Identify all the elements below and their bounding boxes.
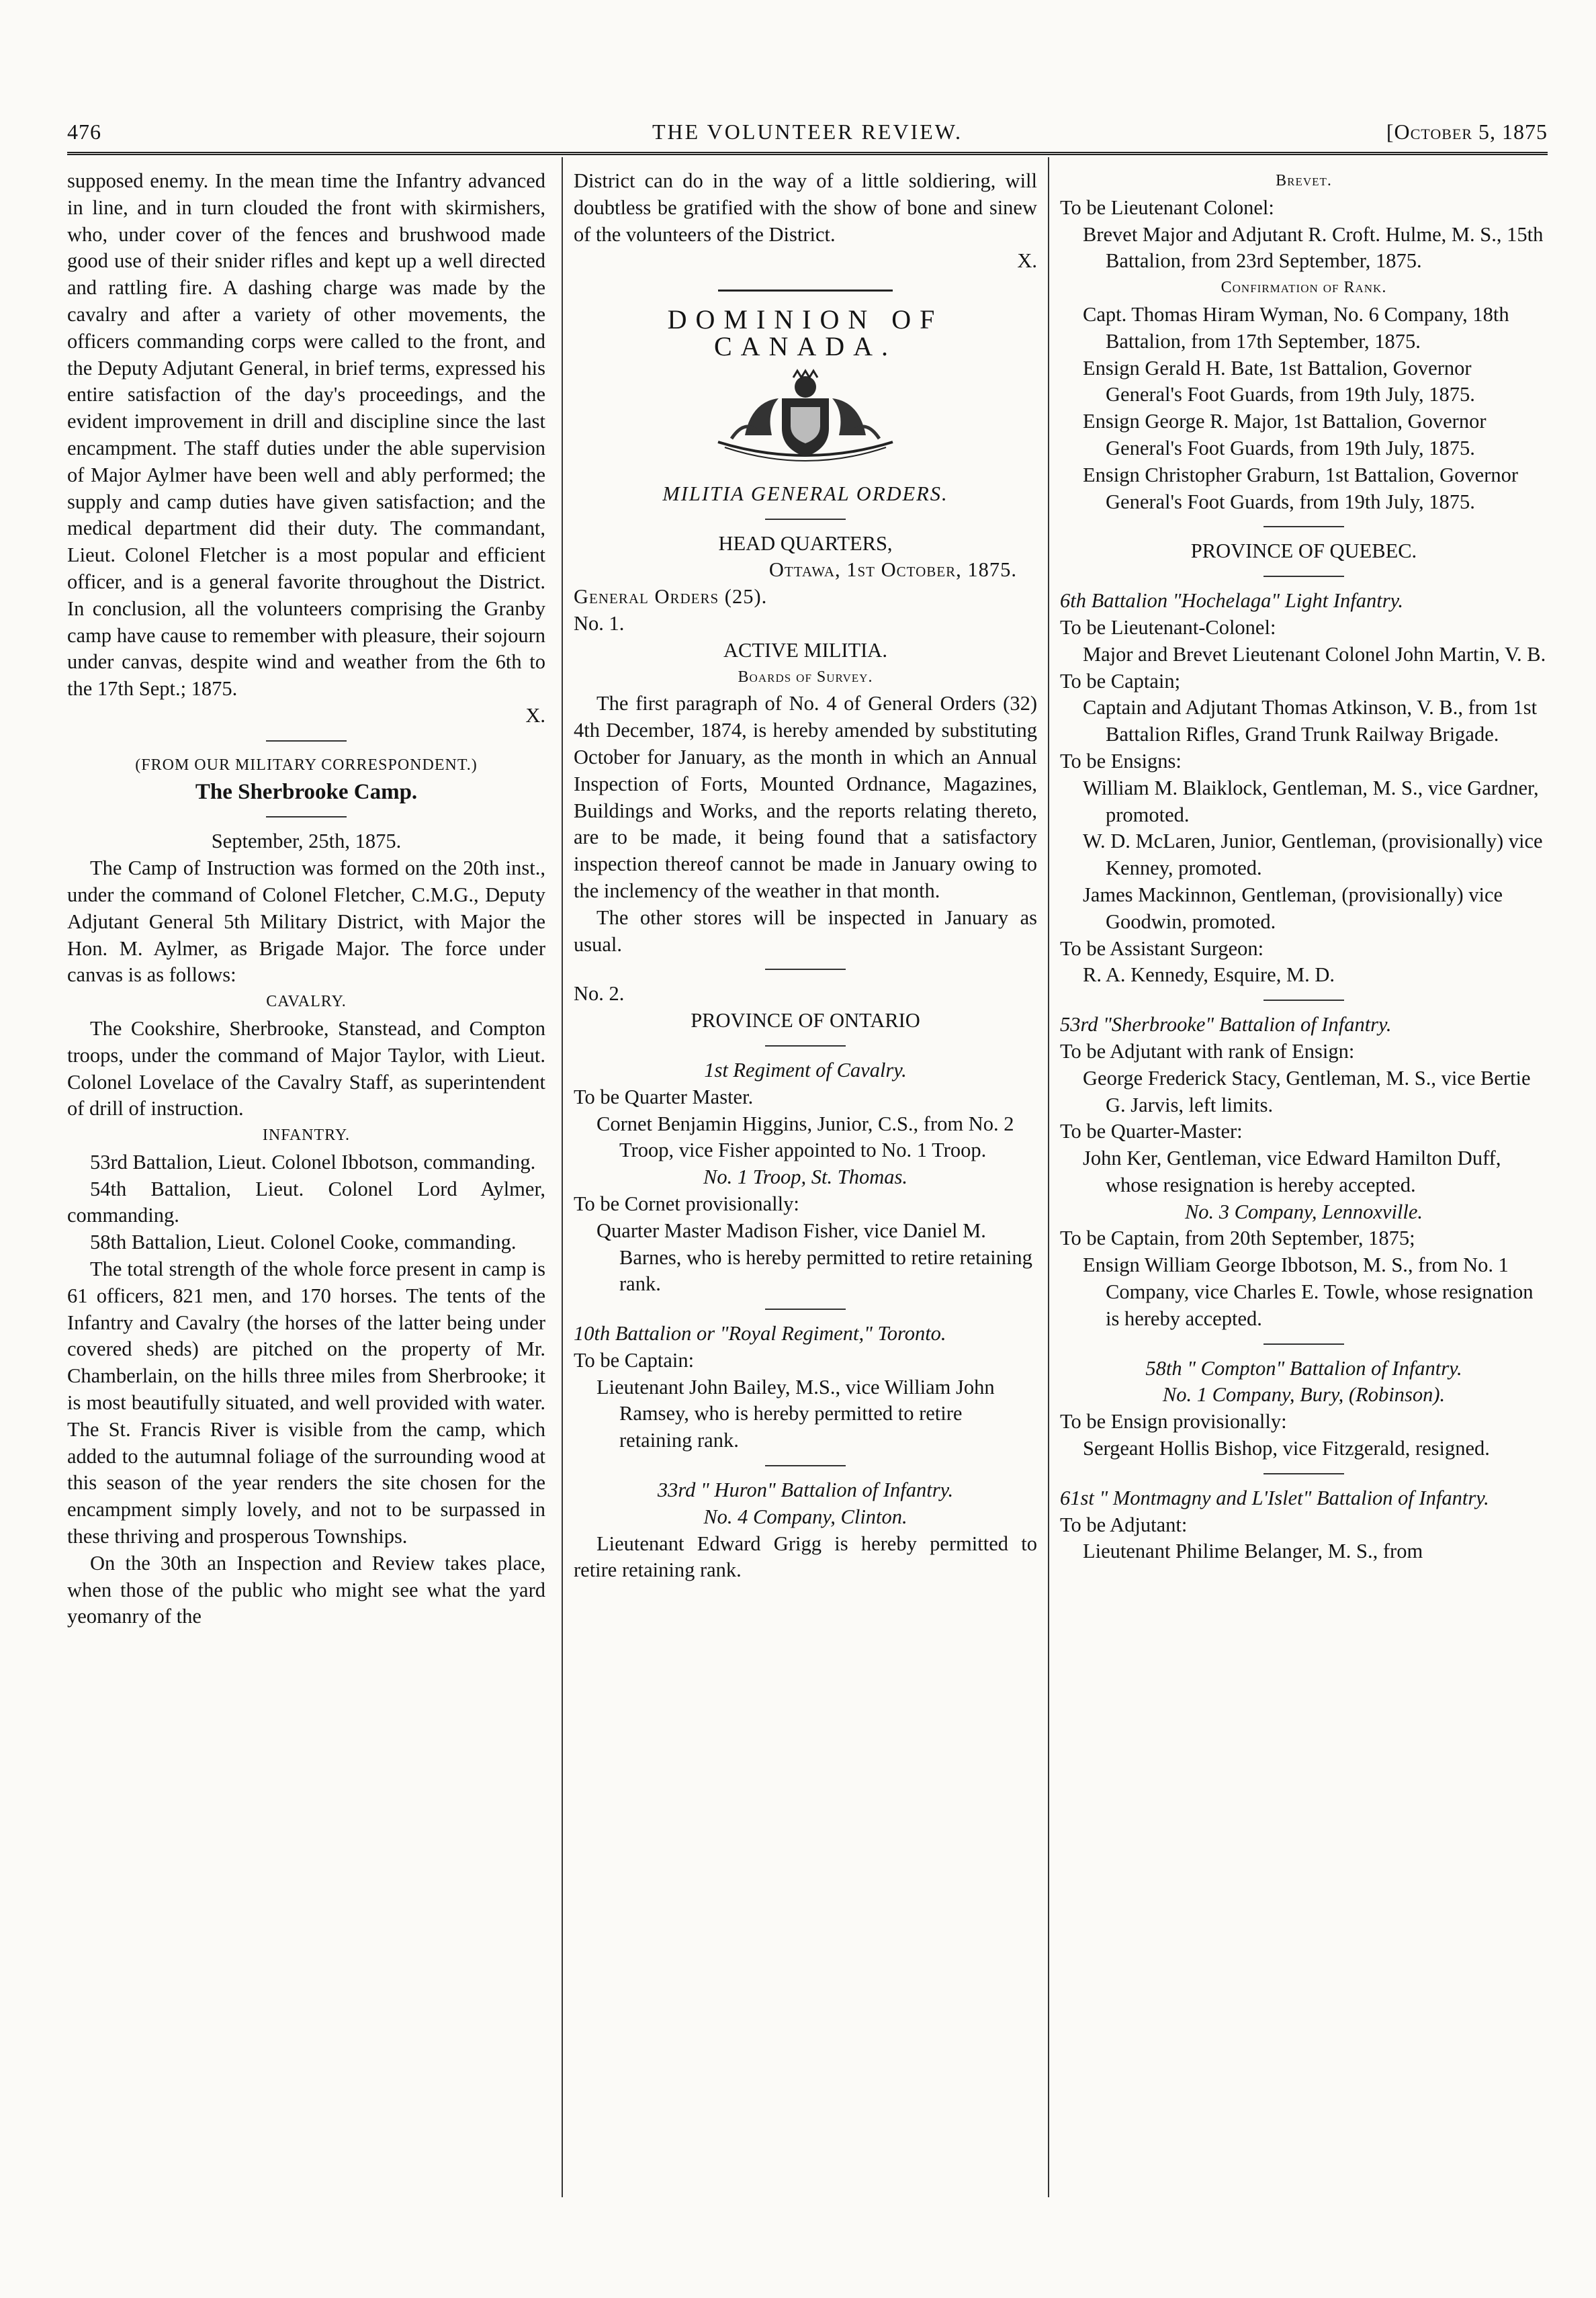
order-line: To be Lieutenant Colonel: [1060,195,1274,219]
order-line: To be Adjutant with rank of Ensign: [1060,1039,1355,1063]
order-number: No. 1. [574,611,625,635]
separator [1264,1343,1344,1345]
subheading: 1st Regiment of Cavalry. [704,1058,907,1081]
article-title: The Sherbrooke Camp. [195,779,418,804]
paragraph: The Camp of Instruction was formed on the 20th inst., under the command of Colonel Fletcher, C.M.G., Deputy Adjutant General 5th Military District, with Major the Hon. M. Aylmer, as Brigade Major. The force under canvas is as follows: [67,856,545,987]
order-line: To be Adjutant: [1060,1513,1188,1536]
order-entry: Ensign George R. Major, 1st Battalion, Governor General's Foot Guards, from 19th July, 1875. [1083,410,1487,459]
separator [1264,526,1344,527]
subheading: 6th Battalion "Hochelaga" Light Infantry. [1060,589,1404,613]
paragraph: 54th Battalion, Lieut. Colonel Lord Aylmer, commanding. [67,1177,545,1227]
order-entry: Sergeant Hollis Bishop, vice Fitzgerald, resigned. [1083,1437,1490,1460]
heading: PROVINCE OF ONTARIO [691,1009,920,1032]
paragraph: The Cookshire, Sherbrooke, Stanstead, and Compton troops, under the command of Major Taylor, with Lieut. Colonel Lovelace of the Cavalry Staff, as superintendent of drill of instruction. [67,1016,545,1120]
column-2 [574,168,1037,1584]
dateline: September, 25th, 1875. [211,830,402,853]
masthead [67,120,1548,150]
order-entry: Ensign Christopher Graburn, 1st Battalion, Governor General's Foot Guards, from 19th July, 1875. [1083,463,1519,513]
order-line: To be Lieutenant-Colonel: [1060,615,1276,639]
section-heading: INFANTRY. [262,1126,351,1145]
separator [765,519,846,520]
paragraph: The other stores will be inspected in January as usual. [574,905,1037,956]
column-rule-1 [562,157,563,2197]
order-line: To be Captain, from 20th September, 1875; [1060,1227,1415,1250]
subheading: 61st " Montmagny and L'Islet" Battalion of Infantry. [1060,1486,1489,1509]
correspondent-line: (FROM OUR MILITARY CORRESPONDENT.) [135,756,478,774]
order-number: No. 2. [574,982,625,1006]
column-rule-2 [1048,157,1049,2197]
separator [266,816,347,817]
order-entry: James Mackinnon, Gentleman, (provisionally) vice Goodwin, promoted. [1083,883,1503,933]
section-title: MILITIA GENERAL ORDERS. [662,482,948,505]
separator [1264,1473,1344,1474]
order-entry: John Ker, Gentleman, vice Edward Hamilton Duff, whose resignation is hereby accepted. [1083,1147,1501,1196]
paragraph: 58th Battalion, Lieut. Colonel Cooke, commanding. [90,1231,517,1254]
order-line: To be Captain; [1060,669,1181,693]
separator [1264,1000,1344,1001]
order-entry: Captain and Adjutant Thomas Atkinson, V. B., from 1st Battalion Rifles, Grand Trunk Railway Brigade. [1083,696,1538,746]
subheading: No. 1 Company, Bury, (Robinson). [1162,1383,1446,1407]
order-entry: Lieutenant Philime Belanger, M. S., from [1083,1540,1423,1563]
order-line: To be Quarter-Master: [1060,1120,1243,1143]
paragraph: On the 30th an Inspection and Review takes place, when those of the public who might see what the yard yeomanry of the [67,1551,545,1628]
order-entry: Capt. Thomas Hiram Wyman, No. 6 Company, 18th Battalion, from 17th September, 1875. [1083,302,1509,353]
subheading: No. 3 Company, Lennoxville. [1184,1200,1423,1223]
subheading: No. 1 Troop, St. Thomas. [703,1165,907,1189]
order-entry: George Frederick Stacy, Gentleman, M. S., vice Bertie G. Jarvis, left limits. [1083,1066,1531,1116]
order-entry: W. D. McLaren, Junior, Gentleman, (provisionally) vice Kenney, promoted. [1083,830,1543,880]
subheading: 10th Battalion or "Royal Regiment," Toronto. [574,1322,946,1345]
order-line: To be Assistant Surgeon: [1060,936,1264,960]
separator [718,290,893,292]
subheading: Confirmation of Rank. [1221,279,1387,297]
paragraph: The first paragraph of No. 4 of General Orders (32) 4th December, 1874, is hereby amended by substituting October for January, as the month in which an Annual Inspection of Forts, Mounted Ordnance, Magazines, Buildings and Works, and the reports relating thereto, are to be made, it being found that a satisfactory inspection thereof cannot be made in January owing to the inclemency of the weather in that month. [574,692,1037,902]
subheading: 58th " Compton" Battalion of Infantry. [1145,1356,1462,1380]
coat-of-arms-icon [705,368,906,469]
separator [765,1465,846,1466]
subheading: Brevet. [1276,172,1332,189]
section-title: DOMINION OF CANADA. [667,304,944,361]
subheading: Boards of Survey. [738,668,873,686]
order-entry: Cornet Benjamin Higgins, Junior, C.S., from No. 2 Troop, vice Fisher appointed to No. 1 Troop. [596,1112,1014,1162]
signature: X. [1017,249,1037,273]
paragraph: Lieutenant Edward Grigg is hereby permitted to retire retaining rank. [574,1532,1037,1582]
separator [266,740,347,742]
order-entry: Ensign Gerald H. Bate, 1st Battalion, Governor General's Foot Guards, from 19th July, 1875. [1083,356,1475,406]
column-1 [67,168,545,1630]
header-rule [67,152,1548,155]
subheading: 33rd " Huron" Battalion of Infantry. [657,1478,954,1502]
subheading: 53rd "Sherbrooke" Battalion of Infantry. [1060,1013,1392,1036]
separator [765,1309,846,1310]
heading: General Orders (25). [574,585,768,609]
order-entry: William M. Blaiklock, Gentleman, M. S., vice Gardner, promoted. [1083,776,1539,826]
dateline: Ottawa, 1st October, 1875. [768,558,1017,582]
separator [765,1045,846,1047]
order-entry: Lieutenant John Bailey, M.S., vice William John Ramsey, who is hereby permitted to retire retaining rank. [596,1375,995,1452]
separator [765,969,846,970]
heading: HEAD QUARTERS, [718,531,893,555]
order-line: To be Captain: [574,1348,695,1372]
publication-title: THE VOLUNTEER REVIEW. [652,120,963,144]
order-line: To be Ensigns: [1060,749,1182,772]
paragraph: supposed enemy. In the mean time the Infantry advanced in line, and in turn clouded the front with skirmishers, who, under cover of the fences and brushwood made good use of their snider rifles and kept up a well directed and rattling fire. A dashing charge was made by the cavalry and after a variety of other movements, the officers commanding corps were called to the front, and the Deputy Adjutant General, in brief terms, expressed his entire satisfaction of the day's proceedings, and the evident improvement in drill and discipline since the last encampment. The staff duties under the able supervision of Major Aylmer have been well and ably performed; the supply and camp duties have given satisfaction; and the medical department did their duty. The commandant, Lieut. Colonel Fletcher is a most popular and efficient officer, and is a general favorite throughout the District. In conclusion, all the volunteers comprising the Granby camp have cause to remember with pleasure, their sojourn under canvas, despite wind and weather from the 6th to the 17th Sept.; 1875. [67,169,545,701]
order-entry: Quarter Master Madison Fisher, vice Daniel M. Barnes, who is hereby permitted to retire retaining rank. [596,1219,1032,1296]
paragraph: 53rd Battalion, Lieut. Colonel Ibbotson, commanding. [90,1150,536,1174]
paragraph: District can do in the way of a little soldiering, will doubtless be gratified with the show of bone and sinew of the volunteers of the District. [574,169,1037,246]
issue-date: [October 5, 1875 [1386,120,1548,144]
order-line: To be Cornet provisionally: [574,1192,799,1215]
separator [1264,576,1344,577]
order-entry: Ensign William George Ibbotson, M. S., from No. 1 Company, vice Charles E. Towle, whose resignation is hereby accepted. [1083,1253,1534,1330]
order-line: To be Quarter Master. [574,1085,754,1108]
order-entry: Major and Brevet Lieutenant Colonel John Martin, V. B. [1083,642,1546,666]
heading: PROVINCE OF QUEBEC. [1190,539,1417,563]
heading: ACTIVE MILITIA. [723,638,887,662]
order-line: To be Ensign provisionally: [1060,1410,1287,1433]
paragraph: The total strength of the whole force present in camp is 61 officers, 821 men, and 170 horses. The tents of the Infantry and Cavalry (the horses of the latter being under covered sheds) are pitched on the property of Mr. Chamberlain, on the hills three miles from Sherbrooke; it is most beautifully situated, and well provided with water. The St. Francis River is visible from the camp, which added to the autumnal foliage of the surrounding wood at this season of the year renders the site chosen for the encampment simply lovely, and not to be surpassed in these thriving and prosperous Townships. [67,1257,545,1548]
subheading: No. 4 Company, Clinton. [703,1505,907,1528]
order-entry: R. A. Kennedy, Esquire, M. D. [1083,963,1335,987]
section-heading: CAVALRY. [266,993,347,1011]
page-number: 476 [67,120,101,144]
signature: X. [525,703,545,727]
order-entry: Brevet Major and Adjutant R. Croft. Hulme, M. S., 15th Battalion, from 23rd September, 1875. [1083,222,1544,273]
column-3 [1060,168,1548,1565]
